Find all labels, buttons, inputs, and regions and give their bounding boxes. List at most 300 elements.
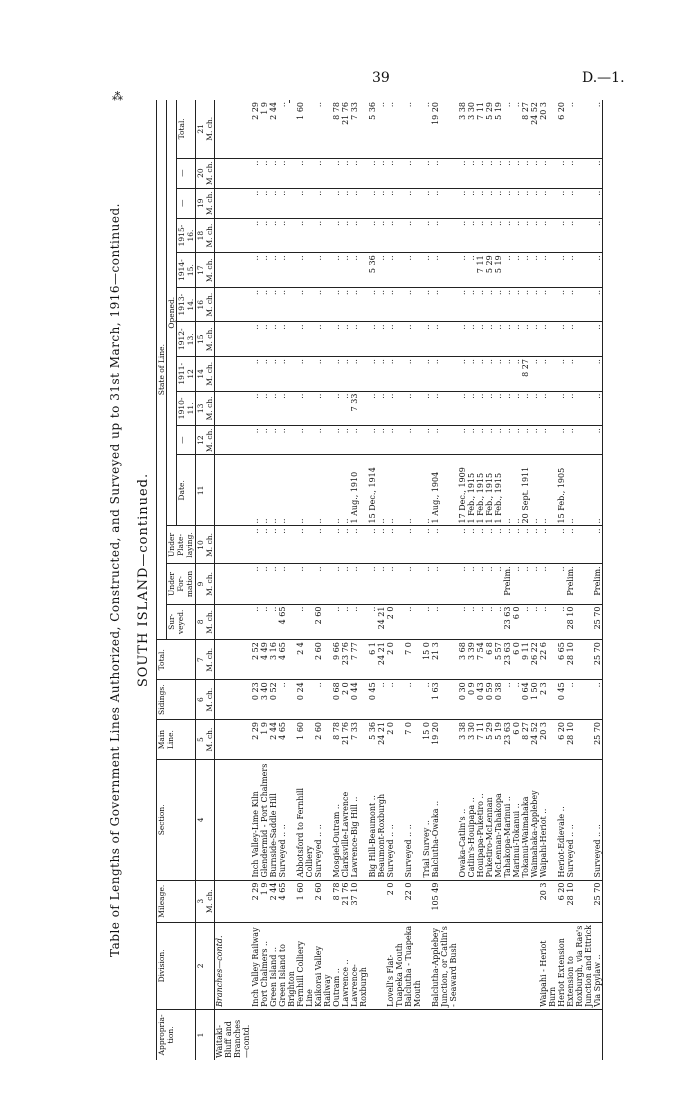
table-row: [476, 100, 485, 1060]
cell-1914-15: [215, 253, 252, 288]
cell-1912-13: ..: [269, 322, 278, 357]
col-mileage: Mileage.: [157, 880, 196, 922]
cell-main-line: 24 52: [530, 720, 539, 760]
cell-col-20: ..: [521, 158, 530, 188]
cell-1914-15: ..: [314, 253, 332, 288]
cell-1912-13: ..: [260, 322, 269, 357]
cell-under-platelaying: ..: [332, 526, 341, 564]
cell-total: 2 0: [386, 640, 404, 680]
cell-1913-14: ..: [422, 287, 431, 322]
cell-under-formation: ..: [269, 564, 278, 604]
cell-1914-15: ..: [530, 253, 539, 288]
cell-1910-11: ..: [296, 391, 314, 426]
col-19: —: [177, 188, 196, 218]
col-number: 21 M. ch.: [196, 100, 215, 158]
cell-mileage: 22 0: [404, 880, 422, 922]
cell-1911-12: ..: [566, 357, 593, 392]
cell-date: 1 Aug., 1910: [350, 455, 368, 526]
cell-surveyed: ..: [485, 604, 494, 640]
cell-1915-16: ..: [476, 218, 485, 253]
cell-open-total: 5 19: [494, 102, 503, 120]
cell-date: [215, 455, 252, 526]
cell-main-line: 6 20: [557, 720, 566, 760]
cell-date: 15 Dec., 1914: [368, 455, 377, 526]
cell-1914-15: ..: [539, 253, 557, 288]
cell-col-20: ..: [503, 158, 512, 188]
cell-1913-14: ..: [494, 287, 503, 322]
cell-1910-11: ..: [422, 391, 431, 426]
cell-mileage: 2 29: [251, 880, 260, 922]
cell-1911-12: ..: [512, 357, 521, 392]
cell-1915-16: ..: [557, 218, 566, 253]
cell-date: ..: [332, 455, 341, 526]
cell-mileage: [503, 880, 512, 922]
cell-1910-11: ..: [512, 391, 521, 426]
cell-under-platelaying: ..: [557, 526, 566, 564]
cell-surveyed: ..: [539, 604, 557, 640]
cell-under-formation: ..: [332, 564, 341, 604]
cell-main-line: 25 70: [593, 720, 603, 760]
cell-1911-12: ..: [296, 357, 314, 392]
cell-under-platelaying: ..: [251, 526, 260, 564]
table-row: [377, 100, 386, 1060]
col-number: 1: [196, 1009, 215, 1060]
cell-under-platelaying: ..: [530, 526, 539, 564]
cell-1914-15: ..: [431, 253, 458, 288]
cell-col-19: ..: [296, 188, 314, 218]
cell-col-12: ..: [557, 426, 566, 455]
cell-open-total: 7 33: [350, 102, 359, 120]
cell-section: [215, 760, 252, 880]
cell-1914-15: 5 36: [368, 253, 377, 288]
cell-total: 3 39: [467, 640, 476, 680]
cell-col-20: ..: [467, 158, 476, 188]
cell-1914-15: 5 29: [485, 253, 494, 288]
cell-mileage: 21 76: [341, 880, 350, 922]
cell-col-19: ..: [386, 188, 404, 218]
cell-division: Lovell's Flat-Tuapeka Mouth: [386, 922, 404, 1009]
cell-col-12: ..: [458, 426, 467, 455]
cell-surveyed: ..: [368, 604, 377, 640]
cell-division: Balclutha - Tuapeka Mouth: [404, 922, 422, 1009]
cell-1910-11: ..: [503, 391, 512, 426]
col-number: 4: [196, 760, 215, 880]
cell-1911-12: ..: [404, 357, 422, 392]
cell-col-19: ..: [260, 188, 269, 218]
col-20: —: [177, 158, 196, 188]
cell-open-total: 1 60: [296, 102, 305, 120]
cell-1913-14: ..: [368, 287, 377, 322]
cell-mileage: 6 20: [557, 880, 566, 922]
cell-1914-15: ..: [251, 253, 260, 288]
cell-section: Heriot-Edievale ..: [557, 760, 566, 880]
cell-main-line: 2 60: [314, 720, 332, 760]
cell-total: 21 3: [431, 640, 458, 680]
cell-1912-13: ..: [431, 322, 458, 357]
cell-open-total: ..: [386, 102, 395, 108]
cell-total: 26 22: [530, 640, 539, 680]
cell-division: [467, 922, 476, 1009]
cell-division: [476, 922, 485, 1009]
cell-1913-14: ..: [314, 287, 332, 322]
cell-col-12: ..: [404, 426, 422, 455]
cell-surveyed: ..: [467, 604, 476, 640]
table-row: [566, 100, 593, 1060]
cell-1913-14: ..: [269, 287, 278, 322]
cell-date: 1 Feb., 1915: [467, 455, 476, 526]
cell-division: Heriot Extension: [557, 922, 566, 1009]
cell-sidings: 0 30: [458, 680, 467, 720]
table-row: [512, 100, 521, 1060]
col-number: 19 M. ch.: [196, 188, 215, 218]
cell-open-total: ..: [593, 100, 603, 158]
cell-1913-14: ..: [296, 287, 314, 322]
col-open-total: Total.: [177, 100, 196, 158]
cell-sidings: 0 45: [368, 680, 377, 720]
cell-1910-11: ..: [377, 391, 386, 426]
cell-1910-11: ..: [485, 391, 494, 426]
cell-date: ..: [251, 455, 260, 526]
table-row: [557, 100, 566, 1060]
cell-col-20: ..: [260, 158, 269, 188]
cell-division: Green Island to Brighton: [278, 922, 296, 1009]
cell-under-formation: ..: [377, 564, 386, 604]
cell-1913-14: ..: [521, 287, 530, 322]
cell-col-20: ..: [368, 158, 377, 188]
cell-main-line: 24 21: [377, 720, 386, 760]
cell-under-platelaying: ..: [476, 526, 485, 564]
cell-1912-13: ..: [512, 322, 521, 357]
cell-date: ..: [296, 455, 314, 526]
table-row: [458, 100, 467, 1060]
cell-open-total: 8 78: [332, 102, 341, 120]
cell-col-12: ..: [431, 426, 458, 455]
cell-total: 4 65: [278, 640, 296, 680]
cell-total: 3 68: [458, 640, 467, 680]
cell-under-formation: ..: [485, 564, 494, 604]
cell-surveyed: ..: [251, 604, 260, 640]
cell-1912-13: ..: [539, 322, 557, 357]
cell-main-line: 19 20: [431, 720, 458, 760]
cell-sidings: 0 45: [557, 680, 566, 720]
table-row: [278, 100, 296, 1060]
cell-under-formation: Prelim.: [503, 564, 512, 604]
cell-mileage: 25 70: [593, 880, 603, 922]
col-12: —: [177, 426, 196, 455]
cell-col-19: ..: [431, 188, 458, 218]
cell-date: ..: [422, 455, 431, 526]
col-number: 3 M. ch.: [196, 880, 215, 922]
cell-open-total: 3 30: [467, 102, 476, 120]
cell-1914-15: ..: [566, 253, 593, 288]
cell-1913-14: ..: [260, 287, 269, 322]
table-row: [431, 100, 458, 1060]
cell-surveyed: ..: [530, 604, 539, 640]
cell-open-total: 2 44: [269, 102, 278, 120]
cell-division: Balclutha-Applebey Junction, or Catlin's - Seaward Bush: [431, 922, 458, 1009]
cell-under-formation: ..: [341, 564, 350, 604]
cell-under-formation: ..: [386, 564, 404, 604]
cell-date: 1 Feb., 1915: [494, 455, 503, 526]
cell-1911-12: ..: [332, 357, 341, 392]
cell-appropriation: [296, 1009, 314, 1060]
cell-total: 15 0: [422, 640, 431, 680]
col-1910-11: 1910-11.: [177, 391, 196, 426]
cell-open-total: 1 9: [260, 102, 269, 115]
cell-1914-15: 7 11: [476, 253, 485, 288]
cell-1913-14: ..: [485, 287, 494, 322]
cell-1915-16: ..: [368, 218, 377, 253]
cell-main-line: 4 65: [278, 720, 296, 760]
cell-1913-14: ..: [332, 287, 341, 322]
cell-appropriation: Waitaki-Bluff and Branches —contd.: [215, 1009, 252, 1060]
cell-appropriation: [557, 1009, 566, 1060]
cell-appropriation: [251, 1009, 260, 1060]
cell-1910-11: ..: [458, 391, 467, 426]
cell-col-12: ..: [269, 426, 278, 455]
cell-under-platelaying: ..: [566, 526, 593, 564]
cell-1915-16: ..: [494, 218, 503, 253]
cell-section: Clarksville-Lawrence: [341, 760, 350, 880]
col-1912-13: 1912-13.: [177, 322, 196, 357]
cell-1914-15: ..: [404, 253, 422, 288]
cell-section: Balclutha-Owaka ..: [431, 760, 458, 880]
lines-table: [156, 100, 603, 1060]
col-number: 18 M. ch.: [196, 218, 215, 253]
cell-main-line: 23 63: [503, 720, 512, 760]
cell-surveyed: 23 63: [503, 604, 512, 640]
cell-1915-16: ..: [485, 218, 494, 253]
cell-sidings: 2 0: [341, 680, 350, 720]
cell-sidings: 0 59: [485, 680, 494, 720]
cell-under-formation: ..: [260, 564, 269, 604]
cell-1914-15: ..: [512, 253, 521, 288]
cell-under-platelaying: ..: [314, 526, 332, 564]
cell-section: Surveyed .. ..: [404, 760, 422, 880]
cell-mileage: 4 65: [278, 880, 296, 922]
cell-under-platelaying: ..: [458, 526, 467, 564]
cell-1912-13: ..: [251, 322, 260, 357]
cell-sidings: 0 43: [476, 680, 485, 720]
cell-col-20: ..: [314, 158, 332, 188]
cell-section: Surveyed .. ..: [314, 760, 332, 880]
cell-1912-13: ..: [341, 322, 350, 357]
cell-1913-14: ..: [278, 287, 296, 322]
cell-col-20: ..: [530, 158, 539, 188]
cell-col-20: ..: [332, 158, 341, 188]
cell-surveyed: ..: [458, 604, 467, 640]
cell-1912-13: ..: [404, 322, 422, 357]
cell-appropriation: [431, 1009, 458, 1060]
cell-division: Via Spylaw ..: [593, 922, 603, 1009]
cell-under-formation: ..: [530, 564, 539, 604]
cell-1911-12: ..: [458, 357, 467, 392]
cell-date: ..: [314, 455, 332, 526]
cell-division: Inch Valley Railway: [251, 922, 260, 1009]
cell-col-19: ..: [593, 188, 603, 218]
cell-date: ..: [377, 455, 386, 526]
cell-open-total: 21 76: [341, 102, 350, 125]
cell-under-platelaying: ..: [377, 526, 386, 564]
cell-col-19: ..: [278, 188, 296, 218]
cell-col-20: ..: [458, 158, 467, 188]
cell-1912-13: ..: [458, 322, 467, 357]
cell-open-total: ..: [404, 102, 413, 108]
cell-1911-12: ..: [251, 357, 260, 392]
cell-1914-15: ..: [593, 253, 603, 288]
cell-surveyed: ..: [422, 604, 431, 640]
cell-division: [521, 922, 530, 1009]
cell-open-total: 5 29: [485, 102, 494, 120]
cell-1910-11: ..: [521, 391, 530, 426]
cell-1911-12: ..: [368, 357, 377, 392]
cell-open-total: 19 20: [431, 102, 440, 125]
cell-main-line: 1 9: [260, 720, 269, 760]
cell-1912-13: ..: [476, 322, 485, 357]
cell-under-platelaying: ..: [350, 526, 368, 564]
cell-col-12: ..: [476, 426, 485, 455]
cell-1911-12: [215, 357, 252, 392]
cell-appropriation: [422, 1009, 431, 1060]
cell-sidings: 0 9: [467, 680, 476, 720]
col-number: 7 M. ch.: [196, 640, 215, 680]
table-row: [368, 100, 377, 1060]
cell-1913-14: ..: [503, 287, 512, 322]
cell-total: 5 57: [494, 640, 503, 680]
cell-total: 23 76: [341, 640, 350, 680]
cell-1913-14: ..: [476, 287, 485, 322]
cell-surveyed: ..: [296, 604, 314, 640]
cell-col-20: ..: [404, 158, 422, 188]
cell-under-formation: ..: [350, 564, 368, 604]
cell-total: 7 77: [350, 640, 368, 680]
cell-sidings: ..: [503, 680, 512, 720]
col-section: Section.: [157, 760, 196, 880]
cell-1914-15: 5 19: [494, 253, 503, 288]
table-row: [521, 100, 530, 1060]
table-row: [503, 100, 512, 1060]
cell-main-line: 8 78: [332, 720, 341, 760]
cell-1910-11: ..: [269, 391, 278, 426]
cell-total: 22 6: [539, 640, 557, 680]
cell-total: 9 11: [521, 640, 530, 680]
cell-appropriation: [512, 1009, 521, 1060]
cell-appropriation: [341, 1009, 350, 1060]
cell-1910-11: ..: [278, 391, 296, 426]
cell-date: ..: [404, 455, 422, 526]
cell-mileage: [215, 880, 252, 922]
table-row: [593, 100, 603, 1060]
cell-appropriation: [269, 1009, 278, 1060]
cell-1915-16: ..: [521, 218, 530, 253]
cell-mileage: [494, 880, 503, 922]
cell-1912-13: ..: [422, 322, 431, 357]
cell-open-total: ..: [503, 102, 512, 108]
cell-appropriation: [377, 1009, 386, 1060]
cell-under-formation: ..: [539, 564, 557, 604]
cell-sidings: 0 44: [350, 680, 368, 720]
col-sidings: Sidings.: [157, 680, 196, 720]
cell-1915-16: ..: [377, 218, 386, 253]
cell-1911-12: ..: [386, 357, 404, 392]
table-row: [314, 100, 332, 1060]
cell-col-19: ..: [368, 188, 377, 218]
cell-1914-15: ..: [557, 253, 566, 288]
cell-appropriation: [467, 1009, 476, 1060]
cell-division: [368, 922, 377, 1009]
cell-open-total: 8 27: [521, 102, 530, 120]
cell-sidings: 1 63: [431, 680, 458, 720]
cell-main-line: 28 10: [566, 720, 593, 760]
cell-section: Tokanui-Waimahaka: [521, 760, 530, 880]
cell-col-12: ..: [467, 426, 476, 455]
col-number: 10 M. ch.: [196, 526, 215, 564]
cell-col-20: ..: [476, 158, 485, 188]
margin-symbol: ⁂: [112, 90, 123, 103]
cell-total: [215, 640, 252, 680]
cell-1910-11: ..: [386, 391, 404, 426]
cell-col-12: ..: [521, 426, 530, 455]
cell-1915-16: ..: [539, 218, 557, 253]
cell-1911-12: ..: [350, 357, 368, 392]
cell-col-19: ..: [251, 188, 260, 218]
cell-col-12: ..: [485, 426, 494, 455]
cell-1915-16: ..: [260, 218, 269, 253]
cell-col-12: ..: [494, 426, 503, 455]
cell-open-total: 2 29: [251, 102, 260, 120]
cell-main-line: 7 11: [476, 720, 485, 760]
table-row: [260, 100, 269, 1060]
cell-1912-13: ..: [593, 322, 603, 357]
cell-1910-11: ..: [566, 391, 593, 426]
cell-under-platelaying: ..: [485, 526, 494, 564]
cell-appropriation: [314, 1009, 332, 1060]
cell-division: Green Island ..: [269, 922, 278, 1009]
cell-open-total: 6 20: [557, 102, 566, 120]
cell-appropriation: [278, 1009, 296, 1060]
cell-appropriation: [530, 1009, 539, 1060]
cell-appropriation: [521, 1009, 530, 1060]
cell-1911-12: ..: [422, 357, 431, 392]
cell-total: 9 66: [332, 640, 341, 680]
cell-1915-16: ..: [530, 218, 539, 253]
col-number: 12 M. ch.: [196, 426, 215, 455]
cell-main-line: 5 29: [485, 720, 494, 760]
cell-surveyed: 2 60: [314, 604, 332, 640]
cell-section: Houipapa-Puketiro ..: [476, 760, 485, 880]
cell-date: ..: [512, 455, 521, 526]
cell-date: ..: [503, 455, 512, 526]
cell-col-20: ..: [539, 158, 557, 188]
cell-1910-11: ..: [593, 391, 603, 426]
cell-col-12: ..: [512, 426, 521, 455]
cell-under-platelaying: ..: [503, 526, 512, 564]
cell-1913-14: ..: [341, 287, 350, 322]
cell-surveyed: 25 70: [593, 604, 603, 640]
cell-col-19: ..: [566, 188, 593, 218]
cell-main-line: 1 60: [296, 720, 314, 760]
cell-sidings: 0 23: [251, 680, 260, 720]
cell-1914-15: ..: [350, 253, 368, 288]
cell-mileage: [368, 880, 377, 922]
cell-surveyed: ..: [260, 604, 269, 640]
cell-col-12: ..: [332, 426, 341, 455]
cell-under-formation: ..: [431, 564, 458, 604]
cell-1913-14: ..: [431, 287, 458, 322]
cell-col-12: ..: [593, 426, 603, 455]
cell-1914-15: ..: [467, 253, 476, 288]
cell-surveyed: ..: [521, 604, 530, 640]
